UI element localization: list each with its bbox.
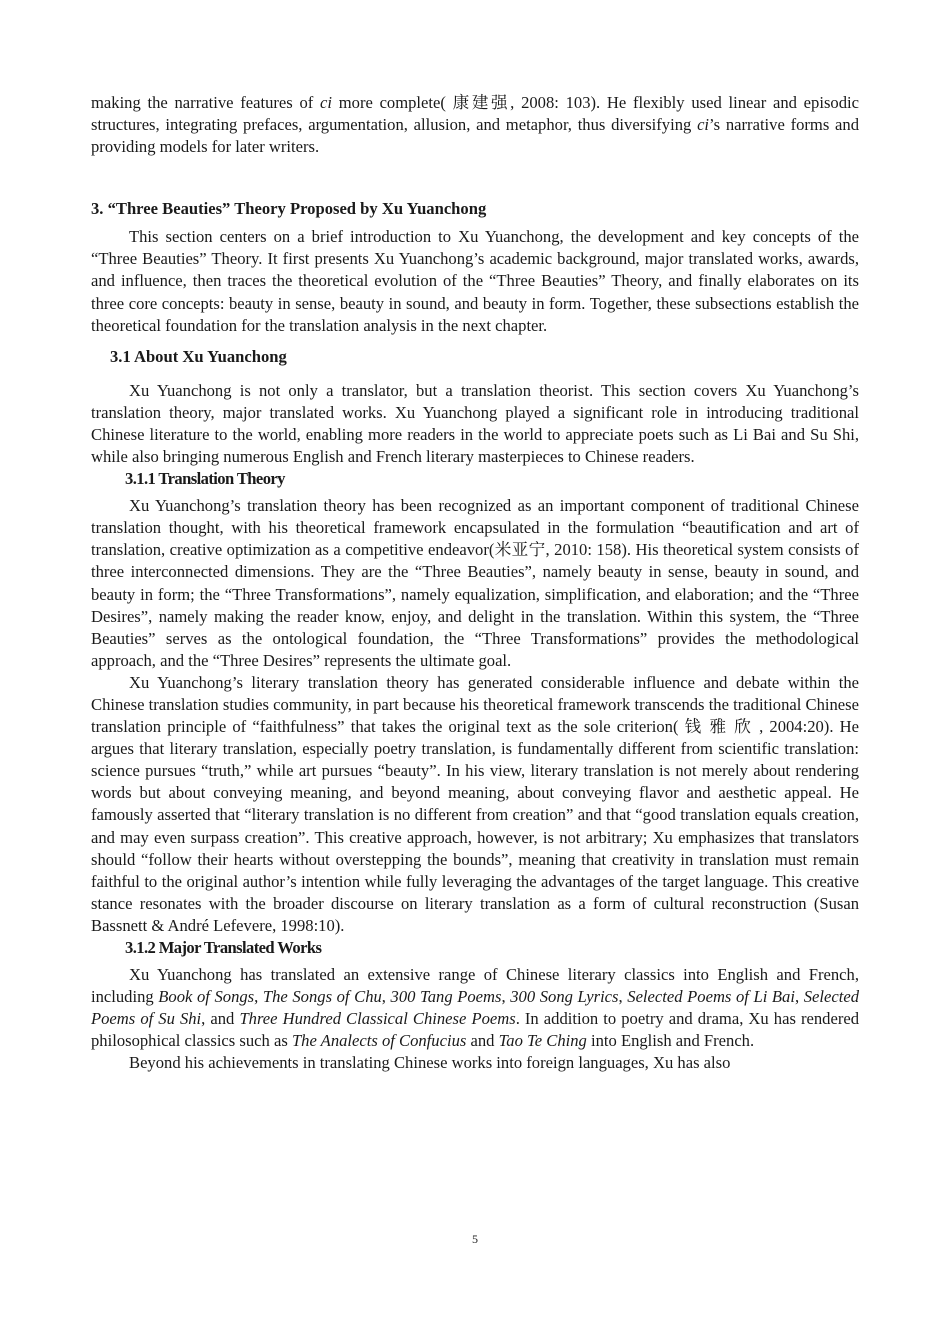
italic-title: ci <box>697 115 710 135</box>
italic-title: Selected Poems of Su Shi <box>91 987 859 1029</box>
section-3-1-heading: 3.1 About Xu Yuanchong <box>110 346 287 366</box>
italic-title: Three Hundred Classical Chinese Poems <box>239 1009 516 1029</box>
italic-title: The Songs of Chu <box>262 987 382 1007</box>
section-3-1-paragraph: Xu Yuanchong is not only a translator, but a translation theorist. This section covers Xu Yuanchong’s translation theory, major translated works. Xu Yuanchong played a significant role in introducing traditional Chinese literature to the world, enabling more readers in the world to appreciate poets such as Li Bai and Su Shi, while also bringing numerous English and French literary masterpieces to Chinese readers. <box>91 380 859 467</box>
section-3-1-2-paragraph-1: Xu Yuanchong has translated an extensive range of Chinese literary classics into English and French, including Book of Songs, The Songs of Chu, 300 Tang Poems, 300 Song Lyrics, Selected Poems of Li Bai, Selected Poems of Su Shi, and Three Hundred Classical Chinese Poems. In addition to poetry and drama, Xu has rendered philosophical classics such as The Analects of Confucius and Tao Te Ching into English and French. <box>91 965 860 1051</box>
italic-title: Book of Songs <box>158 987 255 1007</box>
italic-title: 300 Tang Poems <box>390 987 502 1007</box>
italic-title: 300 Song Lyrics <box>510 987 619 1007</box>
italic-title: ci <box>320 93 332 112</box>
section-3-1-1-paragraph-1: Xu Yuanchong’s translation theory has been recognized as an important component of traditional Chinese translation thought, with his theoretical framework encapsulated in the formulation “beautification and art of translation, creative optimization as a competitive endeavor(米亚宁, 2010: 158). His theoretical system consists of three interconnected dimensions. They are the “Three Beauties”, namely beauty in sense, beauty in sound, and beauty in form; the “Three Transformations”, namely equalization, simplification, and elaboration; and the “Three Desires”, namely making the reader know, enjoy, and delight in the translation. Within this system, the “Three Beauties” serves as the ontological foundation, the “Three Transformations” provides the methodological approach, and the “Three Desires” represents the ultimate goal. <box>91 496 859 670</box>
italic-title: Selected Poems of Li Bai <box>627 987 795 1007</box>
italic-title: Tao Te Ching <box>498 1031 587 1051</box>
section-3-1-1-heading: 3.1.1 Translation Theory <box>125 469 285 489</box>
page-number: 5 <box>472 1232 478 1246</box>
document-page <box>91 92 859 1074</box>
section-3-paragraph: This section centers on a brief introduction to Xu Yuanchong, the development and key concepts of the “Three Beauties” Theory. It first presents Xu Yuanchong’s academic background, major translated works, awards, and influence, then traces the theoretical evolution of the “Three Beauties” Theory, and finally elaborates on its three core concepts: beauty in sense, beauty in sound, and beauty in form. Together, these subsections establish the theoretical foundation for the translation analysis in the next chapter. <box>91 227 859 335</box>
section-3-1-2-heading: 3.1.2 Major Translated Works <box>125 938 322 957</box>
intro-paragraph: making the narrative features of ci more complete( 康建强, 2008: 103). He flexibly used linear and episodic structures, integrating prefaces, argumentation, allusion, and metaphor, thus diversifying ci’s narrative forms and providing models for later writers. <box>91 93 859 157</box>
section-3-1-1-paragraph-2: Xu Yuanchong’s literary translation theory has generated considerable influence and debate within the Chinese translation studies community, in part because his theoretical framework transcends the traditional Chinese translation principle of “faithfulness” that takes the original text as the sole criterion( 钱 雅 欣 , 2004:20). He argues that literary translation, especially poetry translation, is fundamentally different from scientific translation: science pursues “truth,” while art pursues “beauty”. In his view, literary translation is not merely about rendering words but about conveying meaning, and beyond meaning, about conveying flavor and aesthetic appeal. He famously asserted that “literary translation is no different from creation” and that “good translation equals creation, and may even surpass creation”. This creative approach, however, is not arbitrary; Xu emphasizes that translators should “follow their hearts without overstepping the bounds”, meaning that creativity in translation must remain faithful to the original author’s intention while fully leveraging the advantages of the target language. This creative stance resonates with the broader discourse on literary translation as a form of cultural reconstruction (Susan Bassnett & André Lefevere, 1998:10). <box>91 672 859 935</box>
italic-title: The Analects of Confucius <box>291 1031 467 1051</box>
section-3-heading: 3. “Three Beauties” Theory Proposed by Xu Yuanchong <box>91 199 487 219</box>
section-3-1-2-paragraph-2: Beyond his achievements in translating Chinese works into foreign languages, Xu has also <box>129 1053 731 1073</box>
